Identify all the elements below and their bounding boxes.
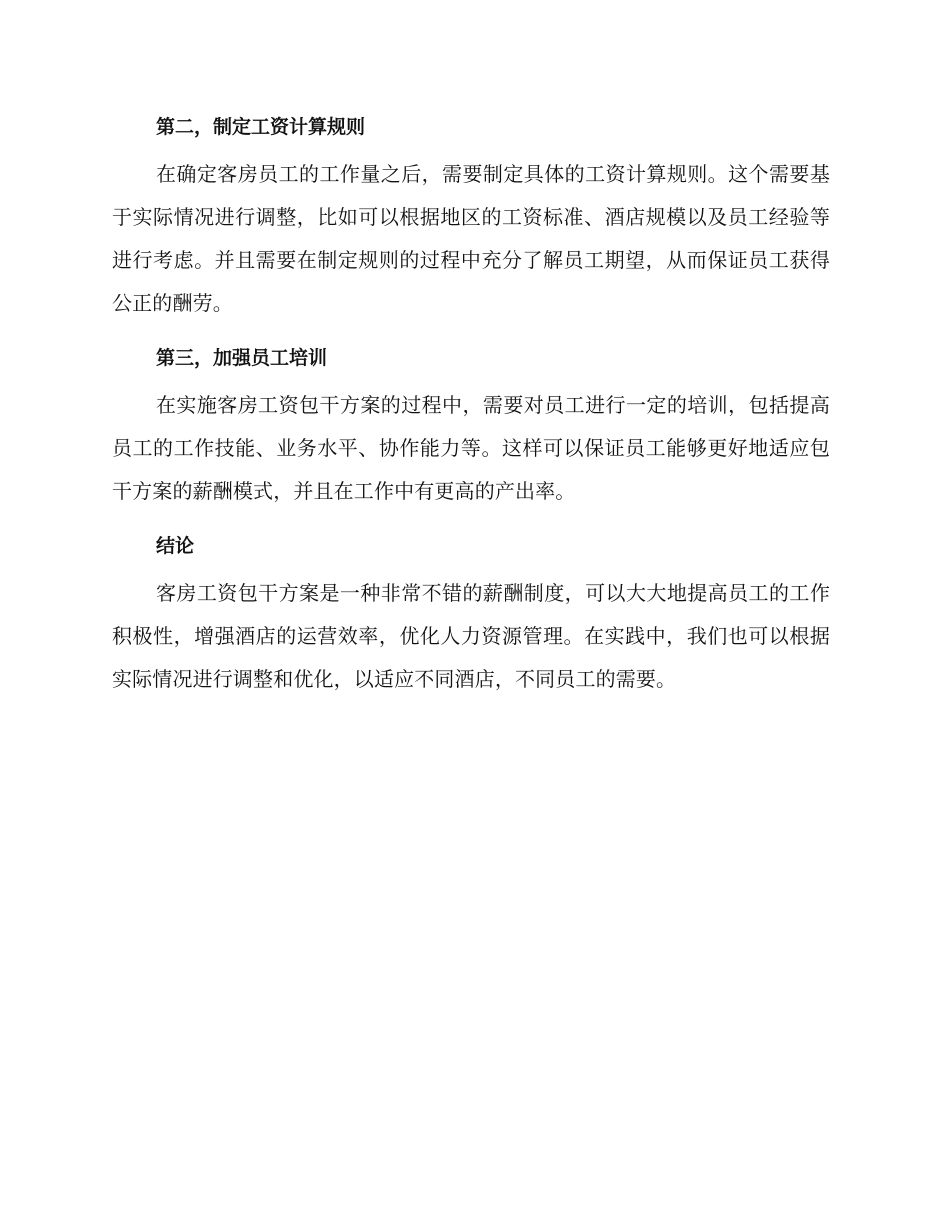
section-paragraph: 在确定客房员工的工作量之后，需要制定具体的工资计算规则。这个需要基于实际情况进行调整，比如可以根据地区的工资标准、酒店规模以及员工经验等进行考虑。并且需要在制定规则的过程中充分了解员工期望，从而保证员工获得公正的酬劳。 [112, 162, 830, 315]
section-salary-rules [112, 106, 830, 325]
section-heading: 第三，加强员工培训 [156, 347, 328, 369]
section-paragraph: 在实施客房工资包干方案的过程中，需要对员工进行一定的培训，包括提高员工的工作技能、业务水平、协作能力等。这样可以保证员工能够更好地适应包干方案的薪酬模式，并且在工作中有更高的产出率。 [112, 393, 830, 503]
section-conclusion [112, 525, 830, 701]
section-staff-training [112, 337, 830, 513]
document-page [112, 106, 830, 701]
section-heading: 第二，制定工资计算规则 [156, 116, 366, 138]
section-heading: 结论 [156, 535, 195, 557]
section-paragraph: 客房工资包干方案是一种非常不错的薪酬制度，可以大大地提高员工的工作积极性，增强酒店的运营效率，优化人力资源管理。在实践中，我们也可以根据实际情况进行调整和优化，以适应不同酒店，不同员工的需要。 [112, 581, 830, 691]
